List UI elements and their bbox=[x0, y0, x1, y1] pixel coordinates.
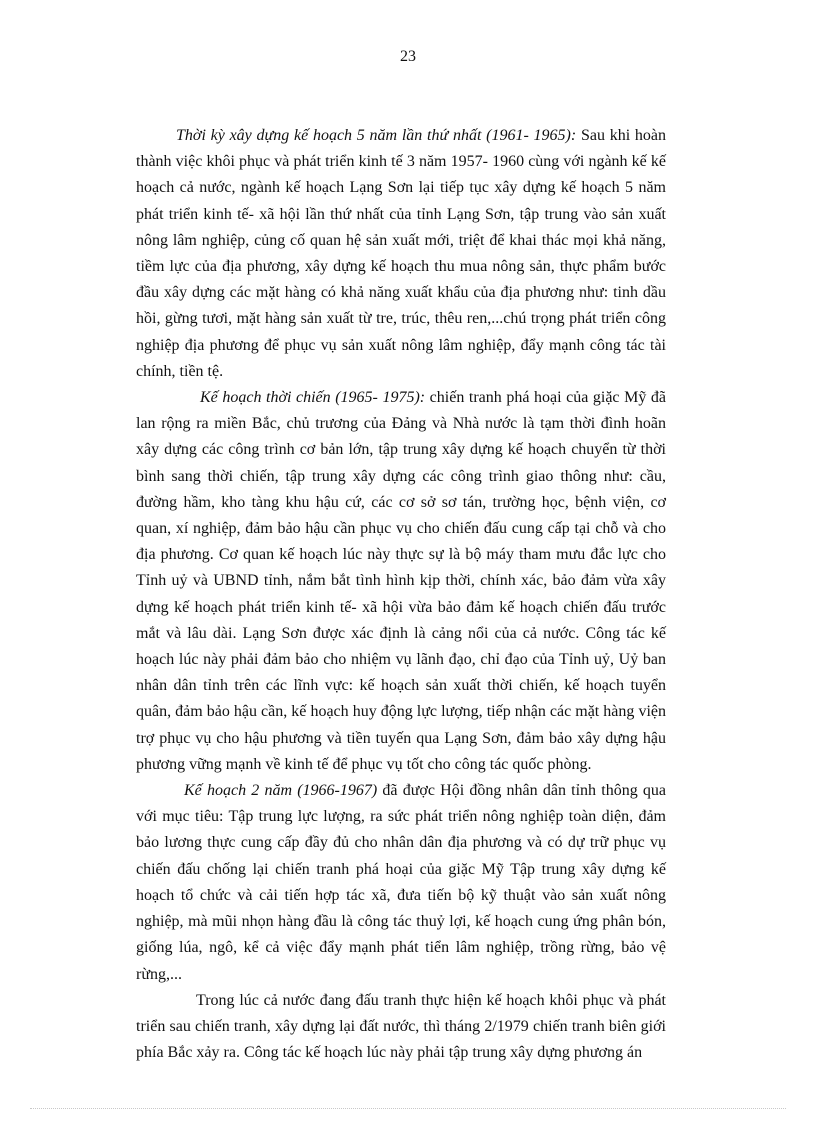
paragraph-five-year-plan bbox=[136, 123, 666, 385]
paragraph-text: Trong lúc cả nước đang đấu tranh thực hiện kế hoạch khôi phục và phát triển sau chiến tranh, xây dựng lại đất nước, thì tháng 2/1979 chiến tranh biên giới phía Bắc xảy ra. Công tác kế hoạch lúc này phải tập trung xây dựng phương án bbox=[136, 991, 666, 1062]
paragraph-heading: Kế hoạch 2 năm (1966-1967) bbox=[184, 782, 378, 800]
document-body bbox=[136, 123, 666, 1066]
paragraph-two-year-plan bbox=[136, 778, 666, 988]
paragraph-text: chiến tranh phá hoại của giặc Mỹ đã lan rộng ra miền Bắc, chủ trương của Đảng và Nhà nước là tạm thời đình hoãn xây dựng các công trình cơ bản lớn, tập trung xây dựng kế hoạch chuyển từ thời bình sang thời chiến, tập trung xây dựng các công trình giao thông như: cầu, đường hầm, kho tàng khu hậu cứ, các cơ sở sơ tán, trường học, bệnh viện, cơ quan, xí nghiệp, đảm bảo hậu cần phục vụ cho chiến đấu cung cấp tại chỗ và cho địa phương. Cơ quan kế hoạch lúc này thực sự là bộ máy tham mưu đắc lực cho Tỉnh uỷ và UBND tỉnh, nắm bắt tình hình kịp thời, chính xác, bảo đảm vừa xây dựng kế hoạch phát triển kinh tế- xã hội vừa bảo đảm kế hoạch chiến đấu trước mắt và lâu dài. Lạng Sơn được xác định là cảng nổi của cả nước. Công tác kế hoạch lúc này phải đảm bảo cho nhiệm vụ lãnh đạo, chỉ đạo của Tỉnh uỷ, Uỷ ban nhân dân tỉnh trên các lĩnh vực: kế hoạch sản xuất thời chiến, kế hoạch tuyển quân, đảm bảo hậu cần, kế hoạch huy động lực lượng, tiếp nhận các mặt hàng viện trợ phục vụ cho hậu phương và tiền tuyến qua Lạng Sơn, đảm bảo xây dựng hậu phương vững mạnh về kinh tế để phục vụ tốt cho công tác quốc phòng. bbox=[136, 389, 666, 773]
page-bottom-divider bbox=[30, 1108, 786, 1109]
paragraph-border-war bbox=[136, 988, 666, 1067]
page-number: 23 bbox=[400, 48, 416, 65]
paragraph-text: Sau khi hoàn thành việc khôi phục và phát triển kinh tế 3 năm 1957- 1960 cùng với ngành kế kế hoạch cả nước, ngành kế hoạch Lạng Sơn lại tiếp tục xây dựng kế hoạch 5 năm phát triển kinh tế- xã hội lần thứ nhất của tỉnh Lạng Sơn, tập trung vào sản xuất nông lâm nghiệp, củng cố quan hệ sản xuất mới, triệt để khai thác mọi khả năng, tiềm lực của địa phương, xây dựng kế hoạch thu mua nông sản, thực phẩm bước đầu xây dựng các mặt hàng có khả năng xuất khẩu của địa phương như: tinh dầu hồi, gừng tươi, mặt hàng sản xuất từ tre, trúc, thêu ren,...chú trọng phát triển công nghiệp địa phương để phục vụ sản xuất nông lâm nghiệp, đẩy mạnh công tác tài chính, tiền tệ. bbox=[136, 127, 667, 380]
paragraph-heading: Kế hoạch thời chiến (1965- 1975): bbox=[200, 389, 426, 407]
paragraph-text: đã được Hội đồng nhân dân tỉnh thông qua với mục tiêu: Tập trung lực lượng, ra sức phát triển nông nghiệp toàn diện, đảm bảo lương thực cung cấp đầy đủ cho nhân dân địa phương và có dự trữ phục vụ chiến đấu chống lại chiến tranh phá hoại của giặc Mỹ Tập trung xây dựng kế hoạch tổ chức và cải tiến hợp tác xã, đưa tiến bộ kỹ thuật vào sản xuất nông nghiệp, mà mũi nhọn hàng đầu là công tác thuỷ lợi, kế hoạch cung ứng phân bón, giống lúa, ngô, kể cả việc đẩy mạnh phát tiển lâm nghiệp, trồng rừng, bảo vệ rừng,... bbox=[136, 782, 666, 983]
paragraph-heading: Thời kỳ xây dựng kế hoạch 5 năm lần thứ nhất (1961- 1965): bbox=[176, 127, 577, 144]
paragraph-wartime-plan bbox=[136, 385, 666, 778]
